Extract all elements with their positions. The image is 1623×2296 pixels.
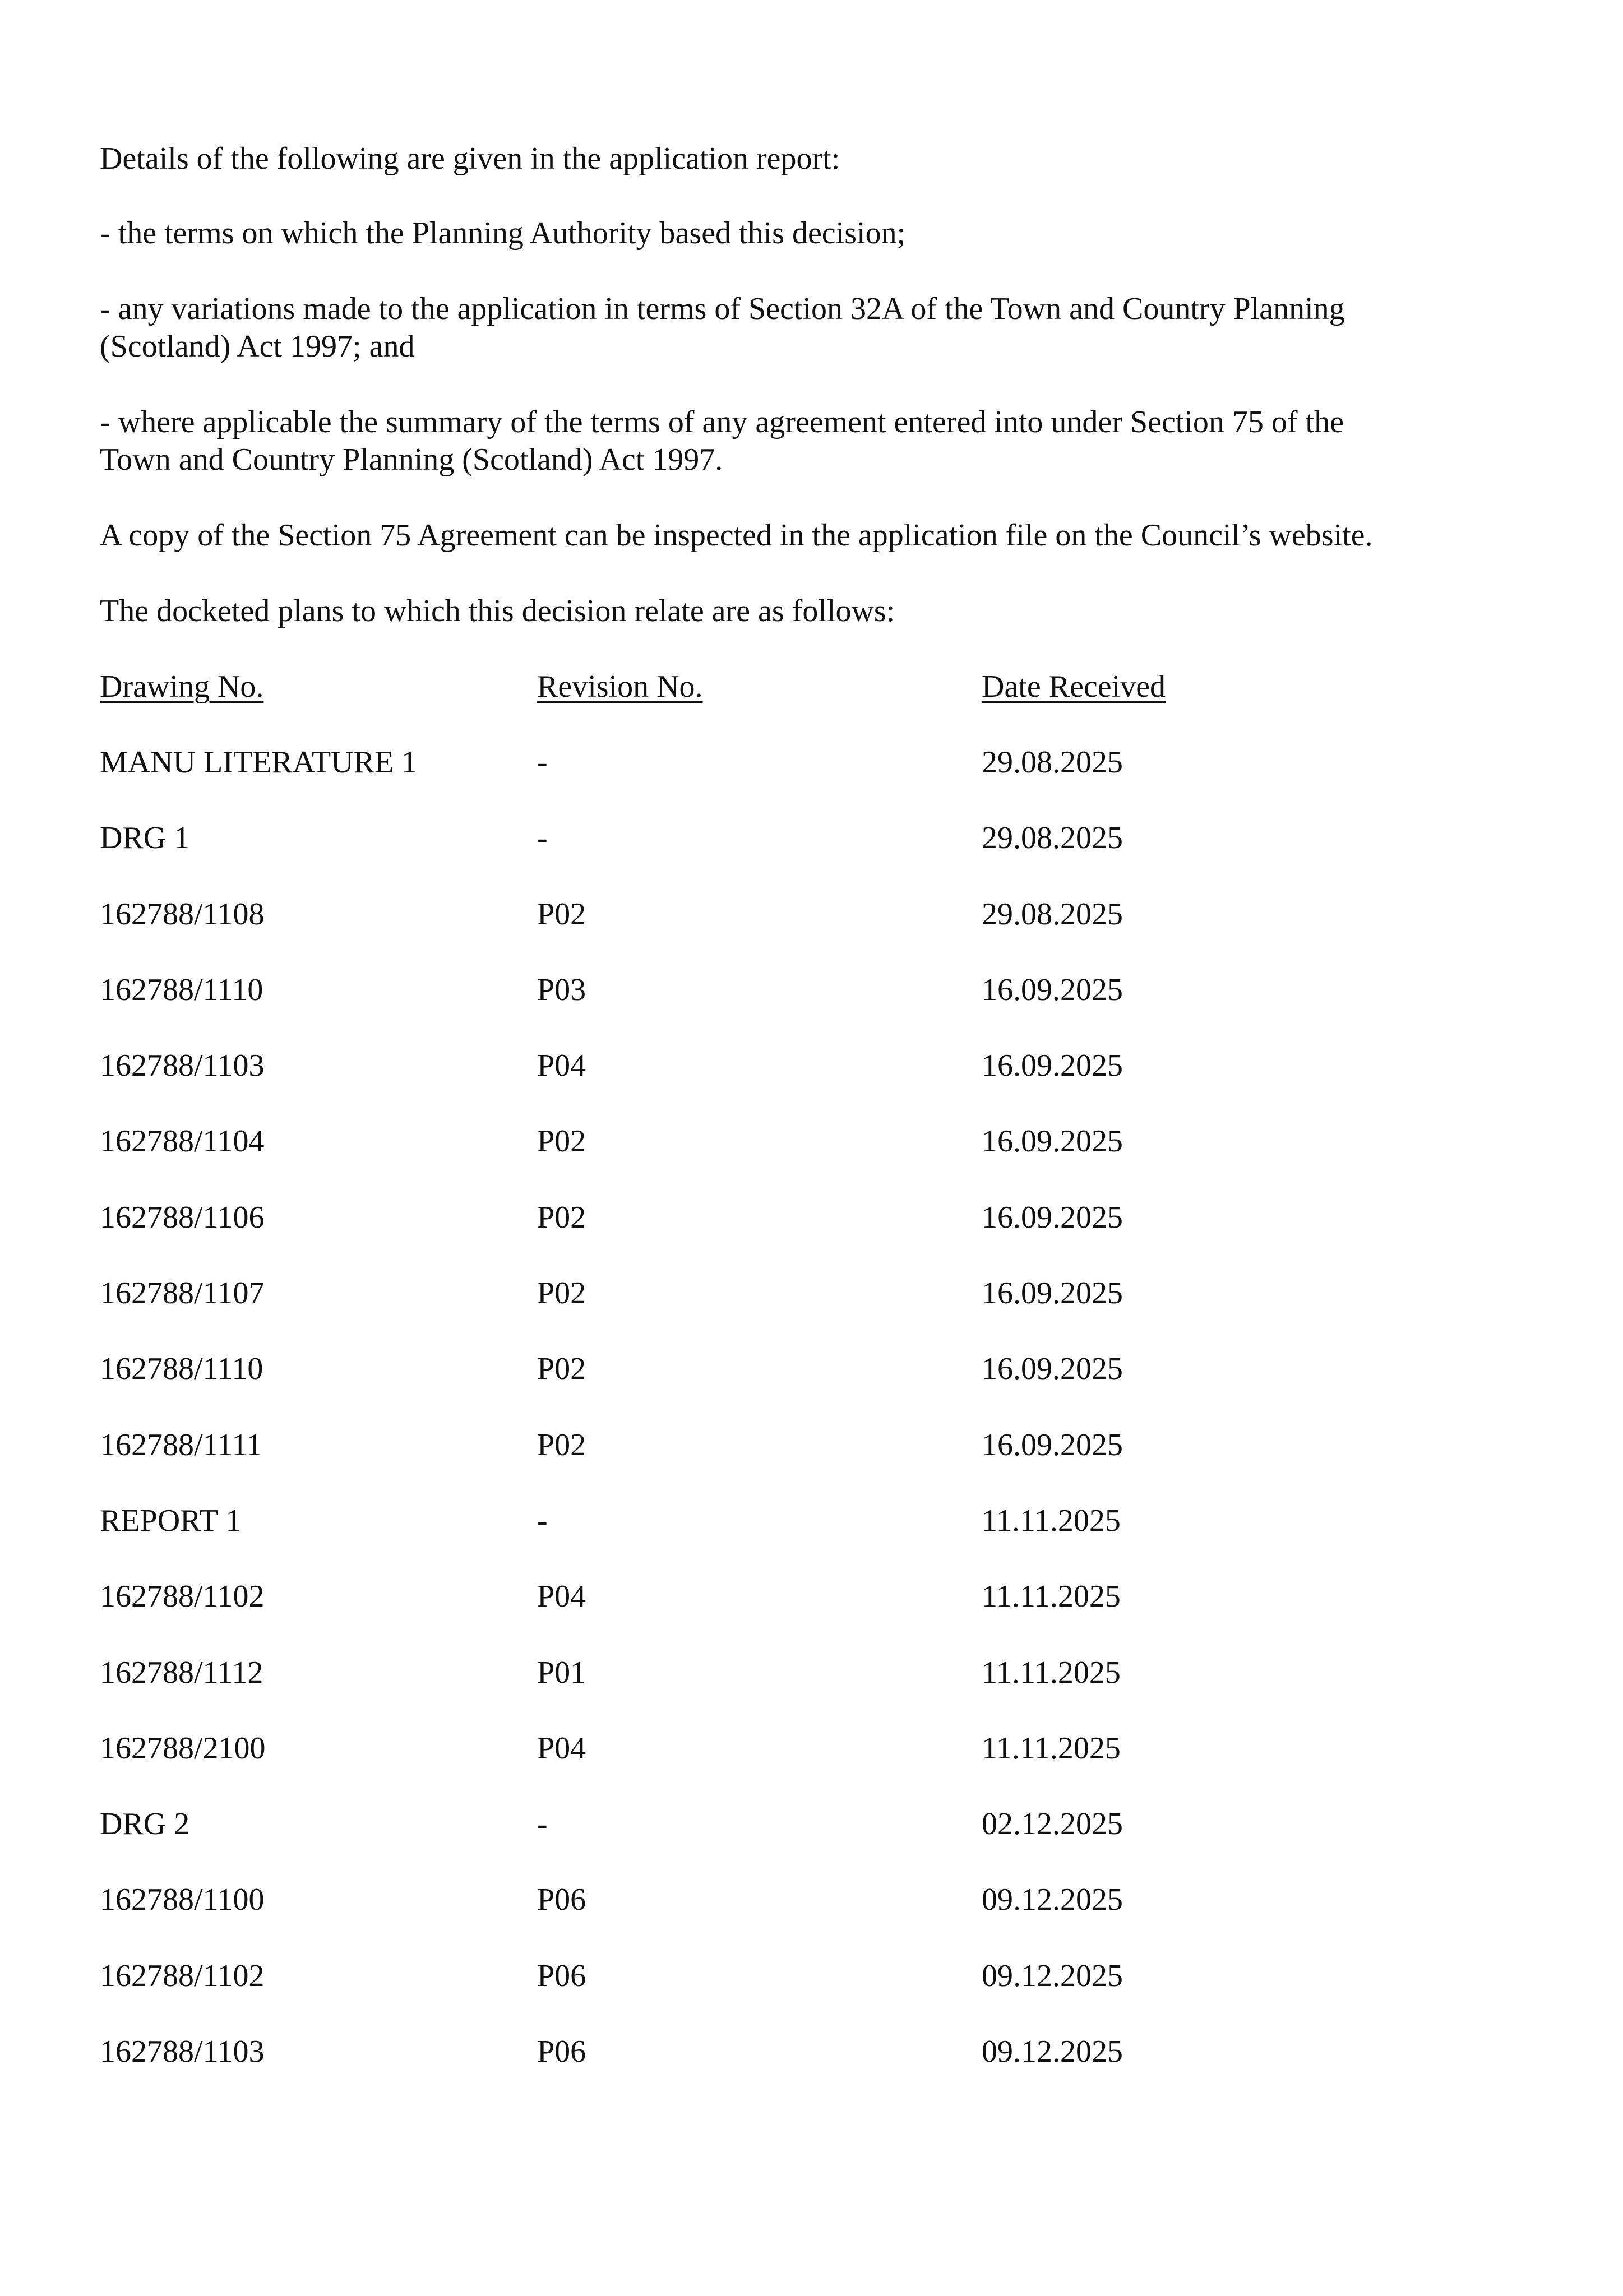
drawing-no-cell: 162788/1112	[100, 1655, 263, 1690]
revision-no-cell: -	[537, 745, 548, 780]
date-received-cell: 02.12.2025	[982, 1807, 1123, 1842]
table-row	[100, 1654, 1384, 1730]
revision-no-cell: P02	[537, 1200, 586, 1235]
revision-no-cell: P06	[537, 1882, 586, 1918]
table-row	[100, 1199, 1384, 1275]
drawing-no-cell: 162788/1111	[100, 1427, 262, 1462]
date-received-cell: 11.11.2025	[982, 1579, 1121, 1614]
plans-intro: The docketed plans to which this decision relate are as follows:	[100, 594, 895, 628]
date-received-cell: 16.09.2025	[982, 1200, 1123, 1235]
revision-no-cell: P04	[537, 1579, 586, 1614]
bullet-terms: - the terms on which the Planning Authority based this decision;	[100, 216, 906, 251]
drawing-no-cell: 162788/1110	[100, 972, 263, 1007]
revision-no-cell: P02	[537, 1276, 586, 1311]
bullet-agreement-summary: - where applicable the summary of the terms of any agreement entered into under Section 75 of the Town and Country Planning (Scotland) Act 1997.	[100, 405, 1344, 477]
header-drawing-no: Drawing No.	[100, 669, 264, 704]
drawing-no-cell: 162788/1106	[100, 1200, 265, 1235]
drawing-no-cell: 162788/1100	[100, 1882, 265, 1918]
revision-no-cell: P02	[537, 1427, 586, 1462]
table-row	[100, 1350, 1384, 1426]
date-received-cell: 16.09.2025	[982, 1276, 1123, 1311]
date-received-cell: 16.09.2025	[982, 1351, 1123, 1387]
drawing-no-cell: 162788/1103	[100, 2034, 265, 2070]
table-row	[100, 1123, 1384, 1198]
drawing-no-cell: REPORT 1	[100, 1503, 242, 1538]
docketed-plans-table	[100, 668, 1384, 2109]
revision-no-cell: P06	[537, 1958, 586, 1993]
drawing-no-cell: 162788/1103	[100, 1048, 265, 1084]
date-received-cell: 11.11.2025	[982, 1655, 1121, 1690]
table-row	[100, 1275, 1384, 1350]
table-row	[100, 1806, 1384, 1881]
date-received-cell: 16.09.2025	[982, 972, 1123, 1007]
date-received-cell: 29.08.2025	[982, 745, 1123, 780]
section75-note: A copy of the Section 75 Agreement can be inspected in the application file on the Council’s website.	[100, 518, 1373, 553]
drawing-no-cell: 162788/1110	[100, 1351, 263, 1387]
revision-no-cell: P02	[537, 1124, 586, 1159]
bullet-variations: - any variations made to the application in terms of Section 32A of the Town and Country Planning (Scotland) Act 1997; and	[100, 291, 1345, 364]
revision-no-cell: P06	[537, 2034, 586, 2070]
revision-no-cell: -	[537, 1503, 548, 1538]
revision-no-cell: P01	[537, 1655, 586, 1690]
date-received-cell: 09.12.2025	[982, 1882, 1123, 1918]
drawing-no-cell: 162788/1108	[100, 896, 265, 932]
document-page	[100, 140, 1384, 2109]
drawing-no-cell: MANU LITERATURE 1	[100, 745, 418, 780]
table-row	[100, 896, 1384, 971]
drawing-no-cell: 162788/1102	[100, 1579, 265, 1614]
date-received-cell: 16.09.2025	[982, 1427, 1123, 1462]
revision-no-cell: P02	[537, 1351, 586, 1387]
table-row	[100, 1730, 1384, 1806]
date-received-cell: 09.12.2025	[982, 1958, 1123, 1993]
table-row	[100, 1957, 1384, 2033]
table-row	[100, 820, 1384, 895]
table-header-row	[100, 668, 1384, 744]
table-row	[100, 1427, 1384, 1502]
intro-paragraph: Details of the following are given in the application report:	[100, 141, 840, 176]
date-received-cell: 29.08.2025	[982, 821, 1123, 856]
date-received-cell: 29.08.2025	[982, 896, 1123, 932]
revision-no-cell: P04	[537, 1730, 586, 1766]
table-row	[100, 2033, 1384, 2109]
table-body	[100, 744, 1384, 2109]
drawing-no-cell: DRG 2	[100, 1807, 190, 1842]
drawing-no-cell: 162788/1104	[100, 1124, 265, 1159]
revision-no-cell: -	[537, 821, 548, 856]
revision-no-cell: P04	[537, 1048, 586, 1084]
table-row	[100, 1578, 1384, 1654]
table-row	[100, 1047, 1384, 1123]
table-row	[100, 744, 1384, 820]
table-row	[100, 1502, 1384, 1578]
revision-no-cell: -	[537, 1807, 548, 1842]
table-row	[100, 1881, 1384, 1957]
date-received-cell: 16.09.2025	[982, 1124, 1123, 1159]
revision-no-cell: P03	[537, 972, 586, 1007]
table-row	[100, 971, 1384, 1047]
header-date-received: Date Received	[982, 669, 1166, 704]
drawing-no-cell: 162788/1102	[100, 1958, 265, 1993]
date-received-cell: 09.12.2025	[982, 2034, 1123, 2070]
date-received-cell: 11.11.2025	[982, 1503, 1121, 1538]
date-received-cell: 16.09.2025	[982, 1048, 1123, 1084]
drawing-no-cell: 162788/1107	[100, 1276, 265, 1311]
date-received-cell: 11.11.2025	[982, 1730, 1121, 1766]
revision-no-cell: P02	[537, 896, 586, 932]
drawing-no-cell: DRG 1	[100, 821, 190, 856]
drawing-no-cell: 162788/2100	[100, 1730, 266, 1766]
header-revision-no: Revision No.	[537, 669, 703, 704]
